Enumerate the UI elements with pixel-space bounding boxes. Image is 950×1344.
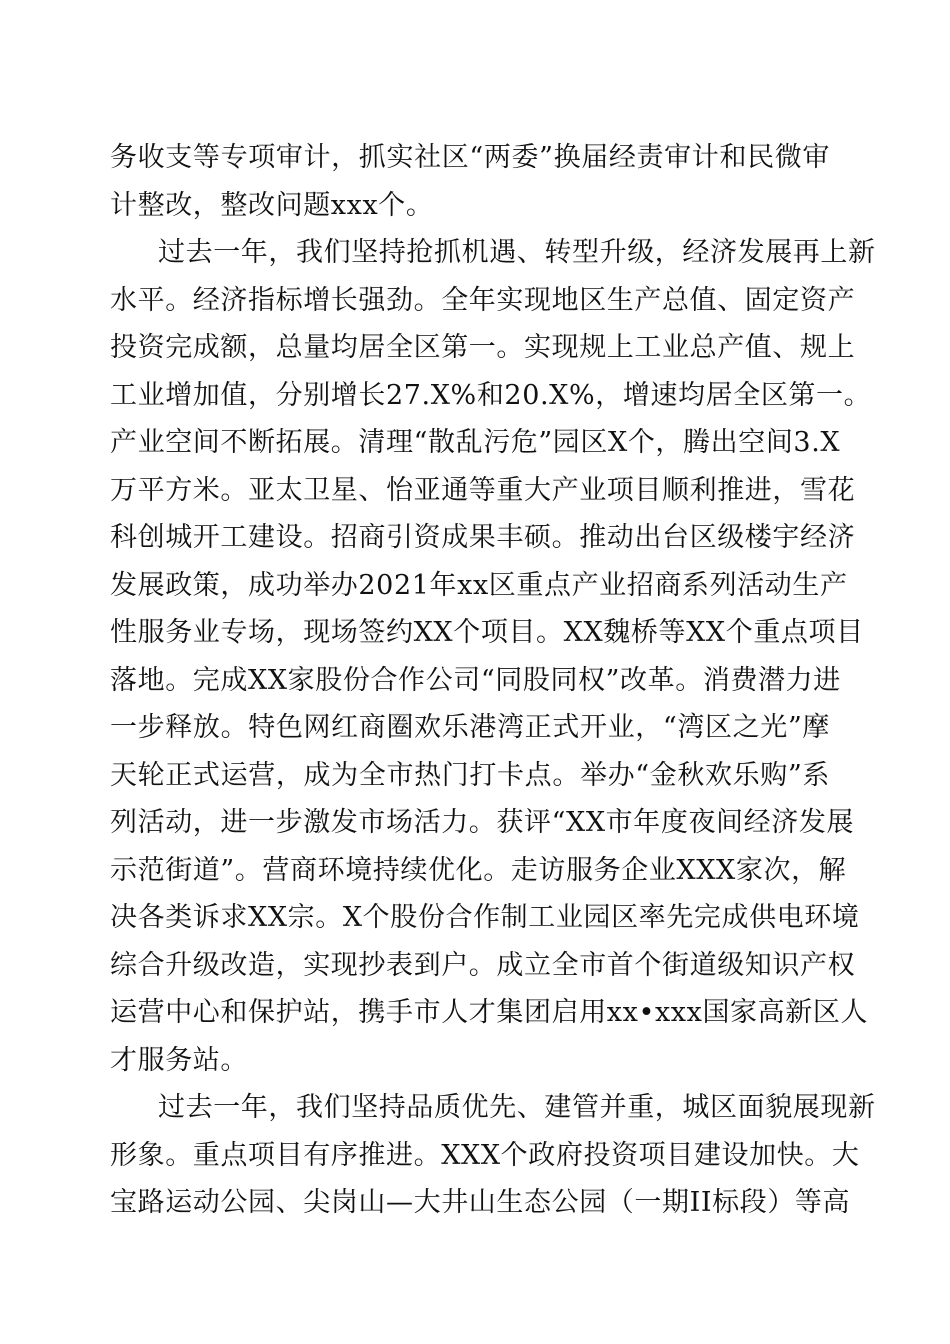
paragraph-audit-continuation <box>110 134 830 229</box>
text-line: 性服务业专场，现场签约XX个项目。XX魏桥等XX个重点项目 <box>110 617 864 648</box>
text-line: 形象。重点项目有序推进。XXX个政府投资项目建设加快。大 <box>110 1139 860 1171</box>
text-line: 万平方米。亚太卫星、怡亚通等重大产业项目顺利推进，雪花 <box>110 474 856 506</box>
text-line: 产业空间不断拓展。清理“散乱污危”园区X个，腾出空间3.X <box>110 427 841 458</box>
paragraph-economic-development <box>110 229 876 1084</box>
text-line: 科创城开工建设。招商引资成果丰硕。推动出台区级楼宇经济 <box>110 522 856 553</box>
text-line: 一步释放。特色网红商圈欢乐港湾正式开业，“湾区之光”摩 <box>110 712 830 743</box>
text-line: 天轮正式运营，成为全市热门打卡点。举办“金秋欢乐购”系 <box>110 759 830 791</box>
text-line: 列活动，进一步激发市场活力。获评“XX市年度夜间经济发展 <box>110 807 855 838</box>
text-line: 工业增加值，分别增长27.X%和20.X%，增速均居全区第一。 <box>110 379 872 411</box>
text-line: 务收支等专项审计，抓实社区“两委”换届经责审计和民微审 <box>110 142 830 173</box>
text-line: 示范街道”。营商环境持续优化。走访服务企业XXX家次，解 <box>110 854 847 886</box>
paragraph-urban-development <box>110 1084 876 1227</box>
text-line: 过去一年，我们坚持品质优先、建管并重，城区面貌展现新 <box>158 1092 876 1123</box>
text-line: 决各类诉求XX宗。X个股份合作制工业园区率先完成供电环境 <box>110 902 860 933</box>
text-line: 发展政策，成功举办2021年xx区重点产业招商系列活动生产 <box>110 569 848 601</box>
text-line: 综合升级改造，实现抄表到户。成立全市首个街道级知识产权 <box>110 949 856 981</box>
text-line: 过去一年，我们坚持抢抓机遇、转型升级，经济发展再上新 <box>158 237 876 268</box>
text-line: 宝路运动公园、尖岗山—大井山生态公园（一期II标段）等高 <box>110 1187 851 1218</box>
text-line: 水平。经济指标增长强劲。全年实现地区生产总值、固定资产 <box>110 284 856 316</box>
text-line: 落地。完成XX家股份合作公司“同股同权”改革。消费潜力进 <box>110 664 841 696</box>
text-line: 才服务站。 <box>110 1044 248 1076</box>
document-body <box>110 134 876 1227</box>
text-line: 计整改，整改问题xxx个。 <box>110 189 434 221</box>
text-line: 投资完成额，总量均居全区第一。实现规上工业总产值、规上 <box>110 332 856 363</box>
text-line: 运营中心和保护站，携手市人才集团启用xx•xxx国家高新区人 <box>110 997 869 1028</box>
